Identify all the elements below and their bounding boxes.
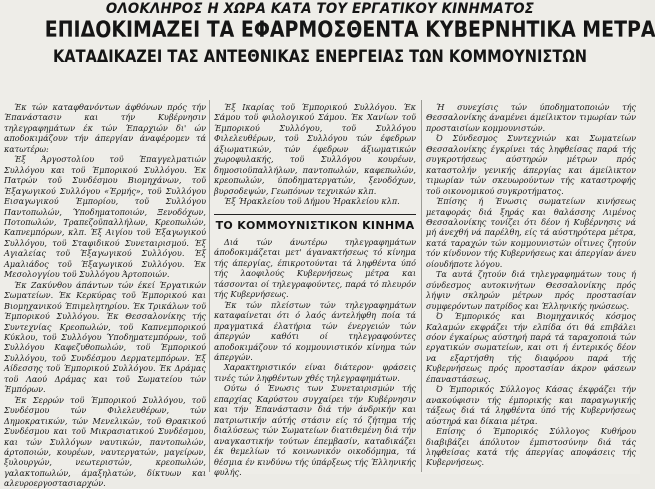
- column-2-top: [214, 102, 416, 209]
- headline-sub: ΚΑΤΑΔΙΚΑΖΕΙ ΤΑΣ ΑΝΤΕΘΝΙΚΑΣ ΕΝΕΡΓΕΙΑΣ ΤΩΝ ΚΟΜΜΟΥΝΙΣΤΩΝ: [52, 47, 588, 67]
- paragraph: Έκ τών πλείστων τών τηλεγραφημάτων καταφαίνεται ότι ό λαός άντελήφθη ποία τά πραγματικά έλατήρια τών ένεργειών τών άπεργών καθότι οί τηλεγραφούντες αποδοκιμάζουν τό κομμουνιστικόν κίνημα τών άπεργών.: [214, 299, 416, 362]
- paragraph: Διά τών άνωτέρω τηλεγραφημάτων άποδοκιμάζεται μετ' άγανακτήσεως τό κίνημα τής άπεργίας, έπικροτούνται τά ληφθέντα ύπό τής λαοφιλούς Κυβερνήσεως μέτρα και τάσσονται οί τηλεγραφούντες, παρά τό πλευρόν τής Κυβερνήσεως.: [214, 237, 416, 300]
- article-column-3: [426, 102, 636, 472]
- paragraph: Ό Έμπορικός Σύλλογος Κάσας έκφράζει τήν ανακούφισιν τής έμπορικής και παραγωγικής τάξεως διά τά ληφθέντα ύπό τής Κυβερνήσεως αύστηρά και δίκαια μέτρα.: [426, 384, 636, 426]
- section-rule: [214, 214, 416, 215]
- article-column-2: [214, 102, 416, 477]
- paragraph: Ούτω ό Ένωσις των Συνεταιρισμών τής επαρχίας Καρύστου συγχαίρει τήν Κυβέρνησιν και τήν Έπανάστασιν διά τήν άνδρικήν και πατριωτικήν αύτής στάσιν είς τό ζήτημα τής διαλύσεως τών Σωματείων διατιθεμένη διά τήν αναγκαστικήν τούτων έπεμβασίν, καταδικάζει έκ θεμελίων τό κοινωνικόν οικοδόμημα, τά θέσμια έν κινδύνω τής ύπάρξεως τής Έλληνικής φυλής.: [214, 383, 416, 477]
- paragraph: Ό Σύνδεσμος Συντεχνιών και Σωματείων Θεσσαλονίκης έγκρίνει τάς ληφθείσας παρά τής συγκροτήσεως αύστηρών μέτρων πρός καταστολήν γενικής άπεργίας και άμείλικτον τιμωρίαν τών σκευωρούντων τής καταστροφής τοϋ οικονομικού συγκροτήματος.: [426, 133, 636, 196]
- headline-main: ΕΠΙΔΟΚΙΜΑΖΕΙ ΤΑ ΕΦΑΡΜΟΣΘΕΝΤΑ ΚΥΒΕΡΝΗΤΙΚΑ ΜΕΤΡΑ: [44, 18, 655, 43]
- paragraph: Ή συνεχίσις τών ύποδηματοποιών τής Θεσσαλονίκης άναμένει άμείλικτον τιμωρίαν τών προσταισίων κομμουνιστών.: [426, 102, 636, 133]
- paragraph: Έξ Άργοστολίου τοϋ Έπαγγελματιών Συλλόγου και τοϋ Έμπορικού Συλλόγου. Έκ Πατρών τοϋ Συνδέσμου Βιομηχάνων, τοϋ Έξαγωγικού Συλλόγου «Έρμής», τοϋ Συλλόγου Εισαγωγικού Έμπορίου, τοϋ Συλλόγου Παντοπωλών, Ύποδηματοποιών, Ξενοδόχων, Ποτοπωλών, Τραπεζοϋπαλλήλων, Κρεοπωλών, Καπνεμπόρων, κλπ. Έξ Αιγίου τοϋ Έξαγωγικού Συλλόγου, τοϋ Σταφιδικού Συνεταιρισμού. Έξ Αγιαλείας τοϋ Έξαγωγικού Συλλόγου. Έξ Αμαλιάδος τοϋ Έξαγωγικού Συλλόγου. Έκ Μεσολογγίου τοϋ Συλλόγου Άρτοποιών.: [4, 154, 206, 280]
- paragraph: Ό Έμπορικός και Βιομηχανικός κόσμος Καλαμών εκφράζει τήν ελπίδα ότι θά επιβάλει σόον έγκαίρως αύστηρή παρά τά ταραχοποιά τών εργατικών σωματείων, και οτι ή έντερικός δέον να εξαρτήσθη τής διαφόρου παρά τής Κυβερνήσεως πρός προστασίαν άκρον φάσεων έπαναστάσεως.: [426, 311, 636, 384]
- paragraph: Χαρακτηριστικόν είναι διάτερον· φράσεις τινές τών ληφθέντων χθές τηλεγραφημάτων.: [214, 362, 416, 383]
- paragraph: Έκ τών καταφθανόντων άφθόνων πρός τήν Έπανάστασιν και τήν Κυβέρνησιν τηλεγραφημάτων έκ τών Έπαρχιών δι' ών αποδοκιμάζουν τήν άπεργίαν άναφέρομεν τά κατωτέρω:: [4, 102, 206, 154]
- article-column-1: [4, 102, 206, 489]
- paragraph: Τα αυτά ζητούν διά τηλεγραφημάτων τους ή σύνδεσμος αυτοκινήτων Θεσσαλονίκης πρός λήψιν σκληρών μέτρων πρός προστασίαν συμφερόντων πατρίδος και Έλληνικής ηνώσεως.: [426, 269, 636, 311]
- column-divider: [421, 100, 422, 472]
- paragraph: Έξ Ήρακλείου τοϋ Δήμου Ήρακλείου κλπ.: [224, 196, 400, 207]
- paragraph: Επίσης ό Έμπορικός Σύλλογος Κυθήρου διαβιβάζει άπόλυτον έμπιστοσύνην διά τάς ληφθείσας κατά τής άπεργίας αποφάσεις τής Κυβερνήσεως.: [426, 426, 636, 468]
- headline-kicker: ΟΛΟΚΛΗΡΟΣ Η ΧΩΡΑ ΚΑΤΑ ΤΟΥ ΕΡΓΑΤΙΚΟΥ ΚΙΝΗΜΑΤΟΣ: [105, 1, 535, 17]
- section-heading: ΤΟ ΚΟΜΜΟΥΝΙΣΤΙΚΟΝ ΚΙΝΗΜΑ: [215, 219, 415, 232]
- paragraph: Έπίσης ή Ένωσις σωματείων κινήσεως μεταφοράς διά ξηράς και θαλάσσης Λιμένος Θεσσαλονίκης τονίζει ότι δέον ή Κυβέρνησις νά μή άνεχθή νά παρέλθη, είς τά αύστηρότερα μέτρα, κατά ταραχών τών κομμουνιστών οΐτινες ζητούν τόν κίνδυνον τής Κυβερνήσεως και άπεργίαν άνευ οίουδήποτε λόγου.: [426, 196, 636, 269]
- paragraph: Έξ Ικαρίας τοϋ Έμπορικού Συλλόγου. Έκ Σάμου τοϋ φιλολογικού Σάμου. Έκ Χανίων τοϋ Έμπορικού Συλλόγου, τοϋ Συλλόγου Φιλελευθέρων, τοϋ Συλλόγου τών έφεδρων άξιωματικών, τών έφεδρων άξιωματικών χωροφυλακής, τοϋ Συλλόγου κουρέων, δημοσιοϋπαλλήλων, παντοπωλών, καφεπωλών, κρεοπωλών, ύποδηματεργατών, ξενοδόχων, βυρσοδεψών, Γεωπόνων τεχνικών κλπ.: [214, 102, 416, 196]
- column-divider: [209, 100, 210, 472]
- paragraph: Έκ Ζακύνθου άπάντων τών έκεί Έργατικών Σωματείων. Έκ Κερκύρας τοϋ Έμπορικού και Βιομηχανικού Έπιμελητηρίου. Έκ Τρικάλων τοϋ Έμπορικού Συλλόγου. Έκ Θεσσαλονίκης τής Συντεχνίας Κρεοπωλών, τοϋ Καπνεμπορικού Κύκλου, τοϋ Συλλόγου Ύποδηματεμπόρων, τοϋ Συλλόγου Καφεζυθοπωλών, τοϋ Έμπορικού Συλλόγου, τοϋ Συνδέσμου Δερματεμπόρων. Έξ Αίδεσσης τοϋ Έμπορικού Συλλόγου. Έκ Δράμας τοϋ Λαού Δράμας και τοϋ Σωματείου τών Έμπόρων.: [4, 279, 206, 395]
- paragraph: Έκ Σερρών τοϋ Έμπορικού Συλλόγου, τοϋ Συνδέσμου τών Φιλελευθέρων, τών Δημοκρατικών, τών Μενελικών, τοϋ Θρακικού Συνδέσμου και τοϋ Μικρασιατικού Συνδέσμου, και τών Συλλόγων ναυτικών, παντοπωλών, άρτοποιών, κουρέων, ναυτεργατών, μαγείρων, ξυλουργών, νεωτεριστών, κρεοπωλών, γαλακτοπωλών, άμαξηλατών, δίκτυων και αλευροεργοστασιαρχών.: [4, 394, 206, 489]
